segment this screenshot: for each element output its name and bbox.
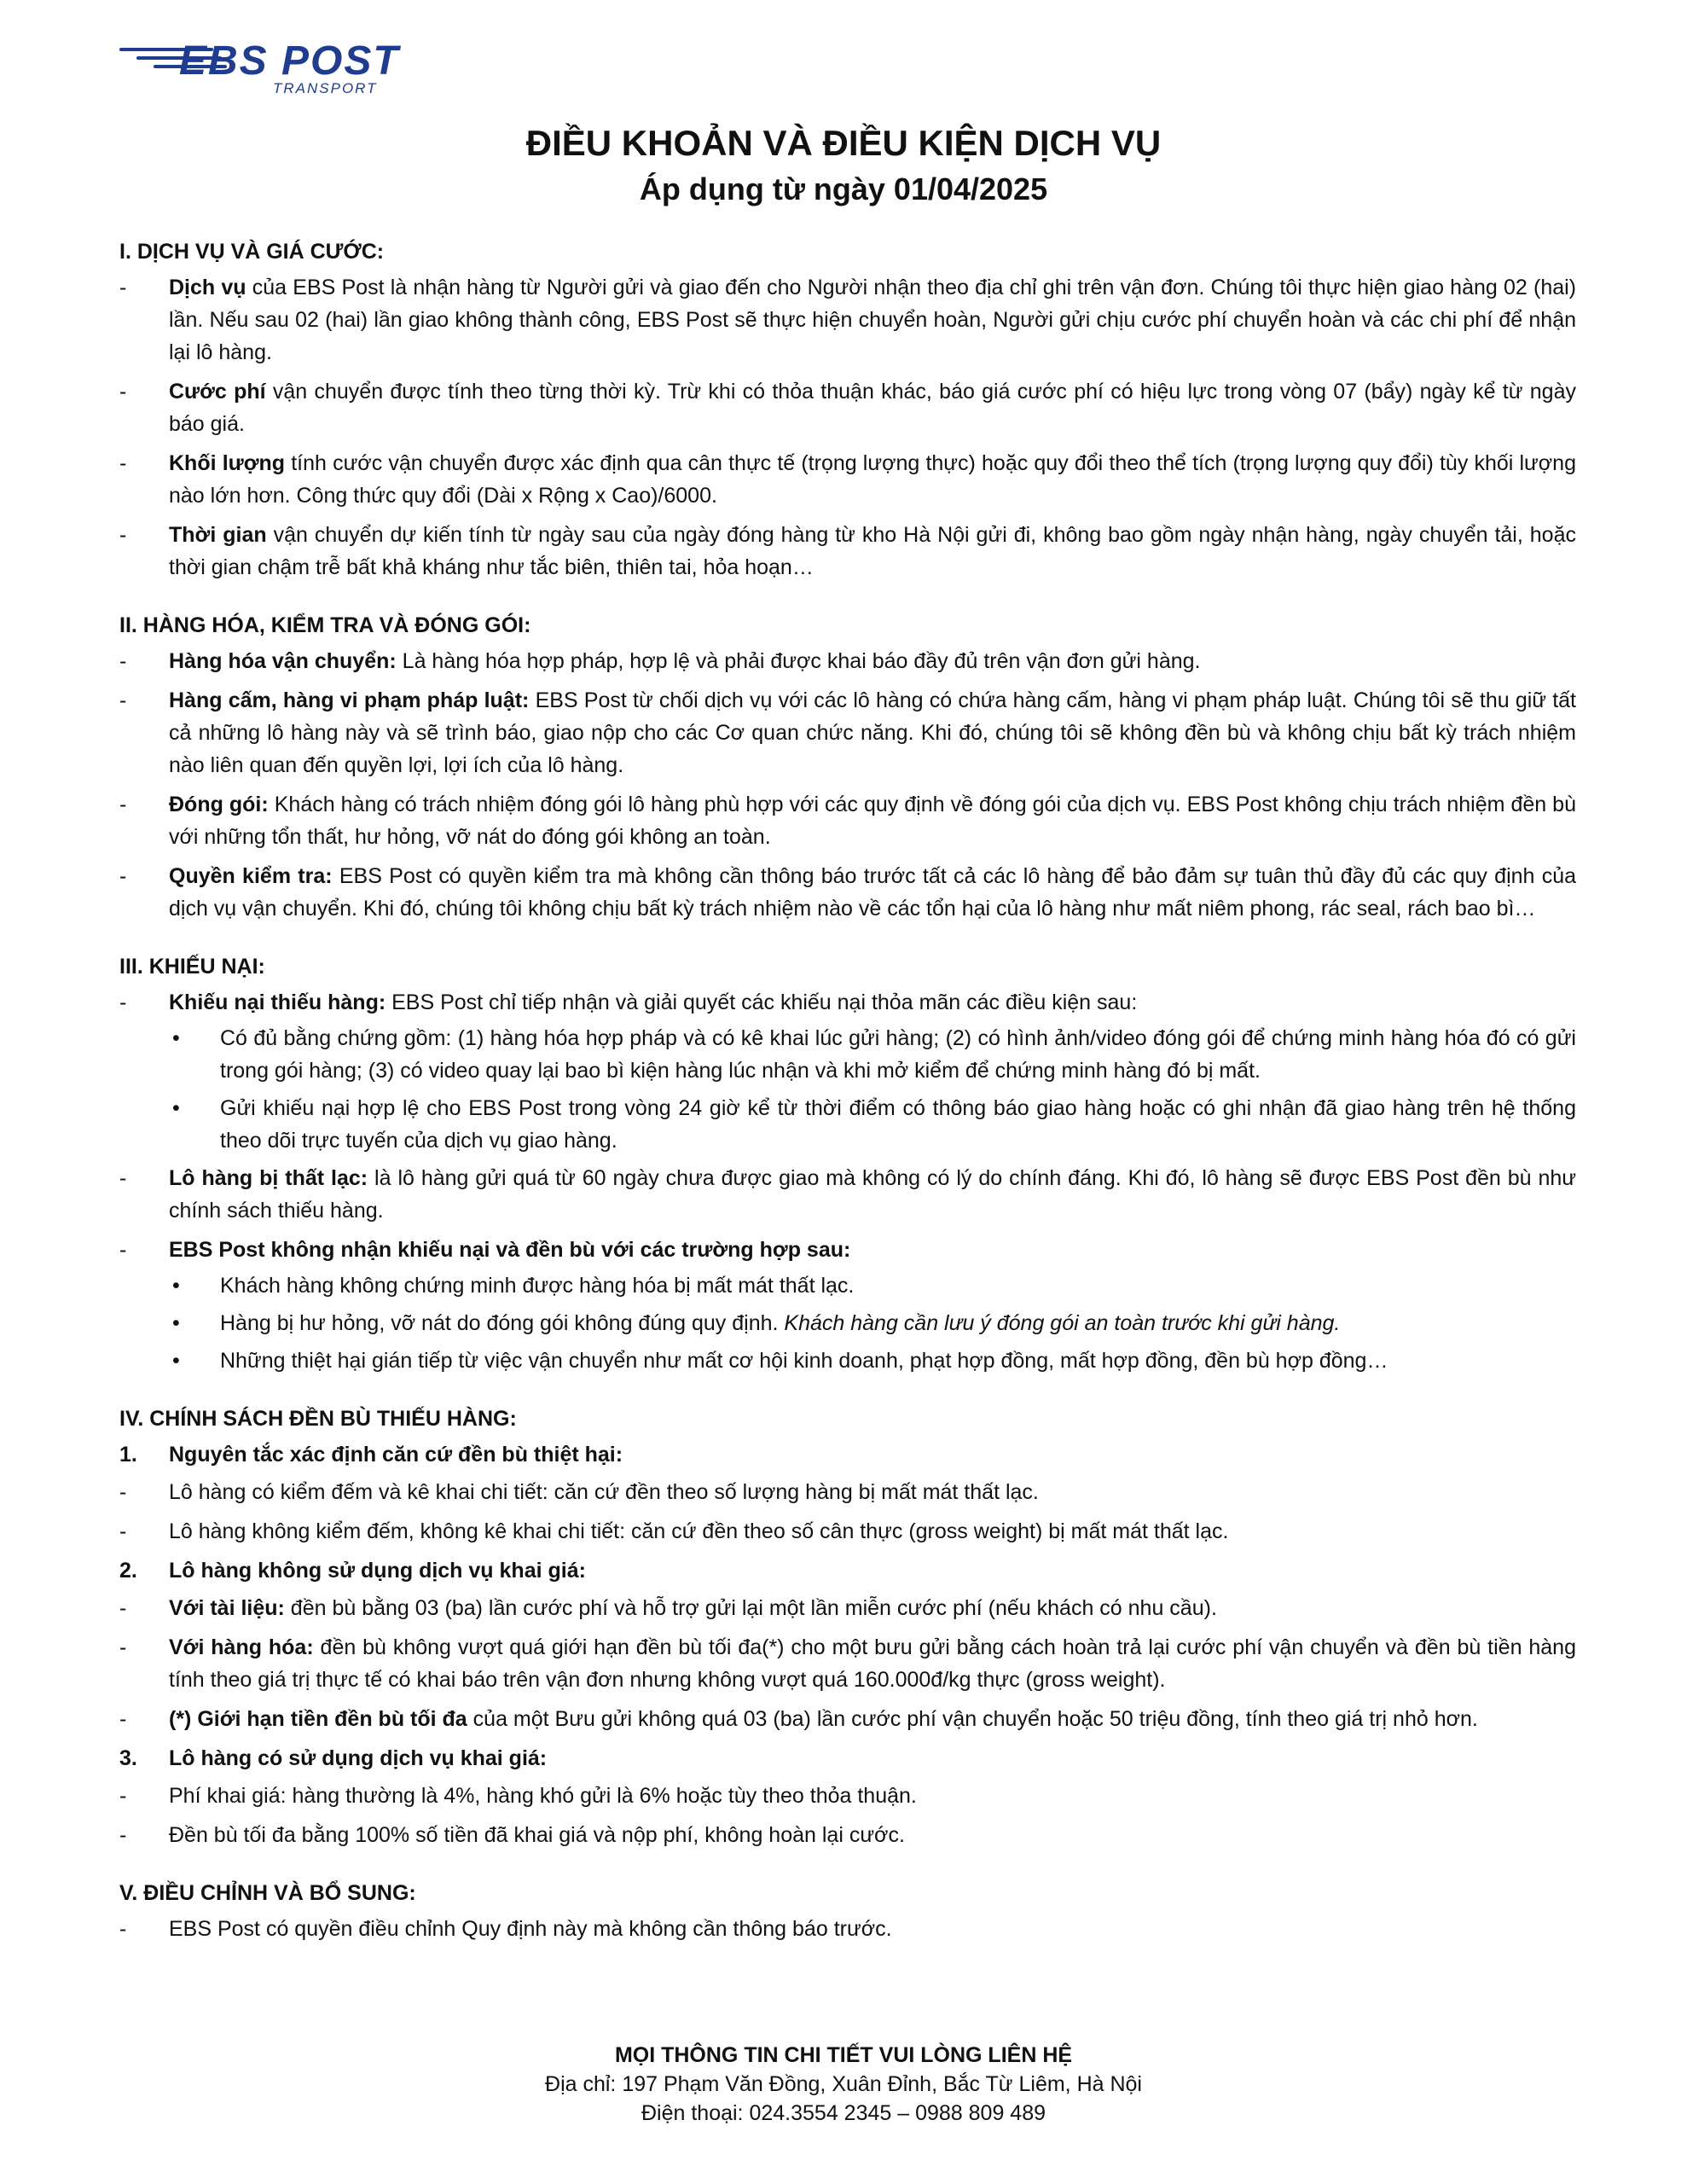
bullet-text: Khách hàng không chứng minh được hàng hóa bị mất mát thất lạc. [220,1274,855,1298]
list-item [119,1913,1576,1945]
dash-marker: - [119,1784,127,1808]
item-text: vận chuyển dự kiến tính từ ngày sau của ngày đóng hàng từ kho Hà Nội gửi đi, không bao gồm ngày nhận hàng, ngày chuyển tải, hoặc thời gian chậm trễ bất khả kháng như tắc biên, thiên tai, hỏa hoạn… [169,523,1576,579]
dash-marker: - [119,1238,127,1262]
bullet-text: Những thiệt hại gián tiếp từ việc vận chuyển như mất cơ hội kinh doanh, phạt hợp đồng, mất hợp đồng, đền bù hợp đồng… [220,1349,1388,1373]
item-label: Dịch vụ [169,276,246,299]
dash-marker: - [119,380,127,404]
item-label: Thời gian [169,523,267,547]
item-text: Phí khai giá: hàng thường là 4%, hàng khó gửi là 6% hoặc tùy theo thỏa thuận. [169,1784,917,1808]
item-text: là lô hàng gửi quá từ 60 ngày chưa được giao mà không có lý do chính đáng. Khi đó, lô hàng sẽ được EBS Post đền bù như chính sách thiếu hàng. [169,1166,1576,1223]
item-label: Với hàng hóa: [169,1635,314,1659]
list-item [119,1780,1576,1812]
list-item [119,1592,1576,1624]
list-item [119,1703,1576,1735]
bullet-text: Có đủ bằng chứng gồm: (1) hàng hóa hợp pháp và có kê khai lúc gửi hàng; (2) có hình ảnh/video đóng gói để chứng minh hàng hóa đó có gửi trong gói hàng; (3) có video quay lại bao bì kiện hàng lúc nhận và khi mở kiểm để chứng minh hàng đó bị mất. [220,1026,1576,1083]
bullet-item [119,1345,1576,1377]
number-marker: 3. [119,1746,137,1770]
item-text: Lô hàng có kiểm đếm và kê khai chi tiết: căn cứ đền theo số lượng hàng bị mất mát thất lạc. [169,1480,1039,1504]
item-label: Hàng hóa vận chuyển: [169,649,397,673]
list-item [119,684,1576,781]
item-text: Lô hàng không kiểm đếm, không kê khai chi tiết: căn cứ đền theo số cân thực (gross weight) bị mất mát thất lạc. [169,1519,1229,1543]
item-label: Đóng gói: [169,793,269,816]
footer-heading: MỌI THÔNG TIN CHI TIẾT VUI LÒNG LIÊN HỆ [614,2043,1073,2067]
dash-marker: - [119,864,127,888]
dash-marker: - [119,1823,127,1847]
dash-marker: - [119,1166,127,1190]
item-text: đền bù không vượt quá giới hạn đền bù tối đa(*) cho một bưu gửi bằng cách hoàn trả lại cước phí vận chuyển và đền bù tiền hàng tính theo giá trị thực tế có khai báo trên vận đơn nhưng không vượt quá 160.000đ/kg thực (gross weight). [169,1635,1576,1692]
item-text: tính cước vận chuyển được xác định qua cân thực tế (trọng lượng thực) hoặc quy đổi theo thể tích (trọng lượng quy đổi) tùy khối lượng nào lớn hơn. Công thức quy đổi (Dài x Rộng x Cao)/6000. [169,451,1576,508]
item-label: Với tài liệu: [169,1596,285,1620]
list-item [119,645,1576,677]
bullet-item [119,1307,1576,1339]
page-subtitle: Áp dụng từ ngày 01/04/2025 [639,171,1048,206]
bullet-item [119,1092,1576,1157]
section-heading: V. ĐIỀU CHỈNH VÀ BỔ SUNG: [119,1881,416,1905]
numbered-title: Nguyên tắc xác định căn cứ đền bù thiệt hại: [169,1443,623,1467]
dash-marker: - [119,523,127,547]
list-item [119,1631,1576,1696]
item-text: EBS Post từ chối dịch vụ với các lô hàng có chứa hàng cấm, hàng vi phạm pháp luật. Chúng tôi sẽ thu giữ tất cả những lô hàng này và sẽ trình báo, giao nộp cho các Cơ quan chức năng. Khi đó, chúng tôi sẽ không đền bù và không chịu bất kỳ trách nhiệm nào liên quan đến quyền lợi, lợi ích của lô hàng. [169,688,1576,777]
ebs-post-logo [119,38,400,99]
section-heading: IV. CHÍNH SÁCH ĐỀN BÙ THIẾU HÀNG: [119,1407,517,1431]
dash-marker: - [119,1635,127,1659]
item-text: của EBS Post là nhận hàng từ Người gửi và giao đến cho Người nhận theo địa chỉ ghi trên vận đơn. Chúng tôi thực hiện giao hàng 02 (hai) lần. Nếu sau 02 (hai) lần giao không thành công, EBS Post sẽ thực hiện chuyển hoàn, Người gửi chịu cước phí chuyển hoàn và các chi phí để nhận lại lô hàng. [169,276,1577,364]
dash-marker: - [119,1917,127,1941]
bullet-text: Gửi khiếu nại hợp lệ cho EBS Post trong vòng 24 giờ kể từ thời điểm có thông báo giao hàng hoặc có ghi nhận đã giao hàng trên hệ thống theo dõi trực tuyến của dịch vụ giao hàng. [220,1096,1576,1153]
list-item [119,986,1576,1019]
number-marker: 2. [119,1559,137,1583]
logo-sub: TRANSPORT [273,80,378,96]
bullet-item [119,1022,1576,1087]
list-item [119,271,1576,369]
bullet-marker: • [172,1026,180,1050]
bullet-item [119,1269,1576,1302]
item-text: của một Bưu gửi không quá 03 (ba) lần cước phí vận chuyển hoặc 50 triệu đồng, tính theo giá trị nhỏ hơn. [467,1707,1478,1731]
numbered-heading [119,1742,1576,1774]
logo-brand: EBS POST [179,38,400,84]
dash-marker: - [119,1519,127,1543]
item-text: EBS Post có quyền kiểm tra mà không cần thông báo trước tất cả các lô hàng để bảo đảm sự tuân thủ đầy đủ các quy định của dịch vụ vận chuyển. Khi đó, chúng tôi không chịu bất kỳ trách nhiệm nào về các tổn hại của lô hàng như mất niêm phong, rác seal, rách bao bì… [169,864,1577,921]
section-heading: III. KHIẾU NẠI: [119,955,265,979]
contact-footer [0,2041,1687,2128]
dash-marker: - [119,1707,127,1731]
bullet-marker: • [172,1311,180,1335]
list-item [119,1819,1576,1851]
footer-address: Địa chỉ: 197 Phạm Văn Đồng, Xuân Đỉnh, Bắc Từ Liêm, Hà Nội [545,2072,1142,2096]
list-item [119,519,1576,584]
section-heading: II. HÀNG HÓA, KIỂM TRA VÀ ĐÓNG GÓI: [119,613,531,637]
dash-marker: - [119,276,127,299]
numbered-title: Lô hàng có sử dụng dịch vụ khai giá: [169,1746,548,1770]
dash-marker: - [119,1480,127,1504]
dash-marker: - [119,688,127,712]
section-heading: I. DỊCH VỤ VÀ GIÁ CƯỚC: [119,240,385,264]
numbered-heading [119,1438,1576,1471]
page-title: ĐIỀU KHOẢN VÀ ĐIỀU KIỆN DỊCH VỤ [525,123,1162,163]
bullet-marker: • [172,1274,180,1298]
list-item [119,1234,1576,1266]
numbered-title: Lô hàng không sử dụng dịch vụ khai giá: [169,1559,586,1583]
footer-phone: Điện thoại: 024.3554 2345 – 0988 809 489 [641,2101,1046,2125]
item-text: Là hàng hóa hợp pháp, hợp lệ và phải được khai báo đầy đủ trên vận đơn gửi hàng. [396,649,1201,673]
list-item [119,1476,1576,1508]
bullet-marker: • [172,1349,180,1373]
dash-marker: - [119,451,127,475]
list-item [119,1515,1576,1548]
list-item [119,788,1576,853]
bullet-marker: • [172,1096,180,1120]
list-item [119,1162,1576,1227]
item-text: Đền bù tối đa bằng 100% số tiền đã khai giá và nộp phí, không hoàn lại cước. [169,1823,905,1847]
item-text: EBS Post có quyền điều chỉnh Quy định này mà không cần thông báo trước. [169,1917,892,1941]
list-item [119,860,1576,925]
item-label: Hàng cấm, hàng vi phạm pháp luật: [169,688,530,712]
list-item [119,375,1576,440]
list-item [119,447,1576,512]
dash-marker: - [119,793,127,816]
dash-marker: - [119,990,127,1014]
numbered-heading [119,1554,1576,1587]
dash-marker: - [119,1596,127,1620]
item-label: (*) Giới hạn tiền đền bù tối đa [169,1707,467,1731]
item-label: EBS Post không nhận khiếu nại và đền bù với các trường hợp sau: [169,1238,851,1262]
item-label: Khối lượng [169,451,286,475]
item-text: vận chuyển được tính theo từng thời kỳ. Trừ khi có thỏa thuận khác, báo giá cước phí có hiệu lực trong vòng 07 (bẩy) ngày kể từ ngày báo giá. [169,380,1576,436]
dash-marker: - [119,649,127,673]
item-text: đền bù bằng 03 (ba) lần cước phí và hỗ trợ gửi lại một lần miễn cước phí (nếu khách có nhu cầu). [284,1596,1217,1620]
item-text: EBS Post chỉ tiếp nhận và giải quyết các khiếu nại thỏa mãn các điều kiện sau: [386,990,1138,1014]
number-marker: 1. [119,1443,137,1467]
item-label: Khiếu nại thiếu hàng: [169,990,386,1014]
item-text: Khách hàng có trách nhiệm đóng gói lô hàng phù hợp với các quy định về đóng gói của dịch vụ. EBS Post không chịu trách nhiệm đền bù với những tổn thất, hư hỏng, vỡ nát do đóng gói không an toàn. [169,793,1576,849]
item-label: Lô hàng bị thất lạc: [169,1166,368,1190]
item-label: Quyền kiểm tra: [169,864,333,888]
terms-content [119,235,1576,1952]
item-label: Cước phí [169,380,266,404]
bullet-text: Hàng bị hư hỏng, vỡ nát do đóng gói không đúng quy định. [220,1311,785,1335]
bullet-note: Khách hàng cần lưu ý đóng gói an toàn trước khi gửi hàng. [784,1311,1341,1335]
